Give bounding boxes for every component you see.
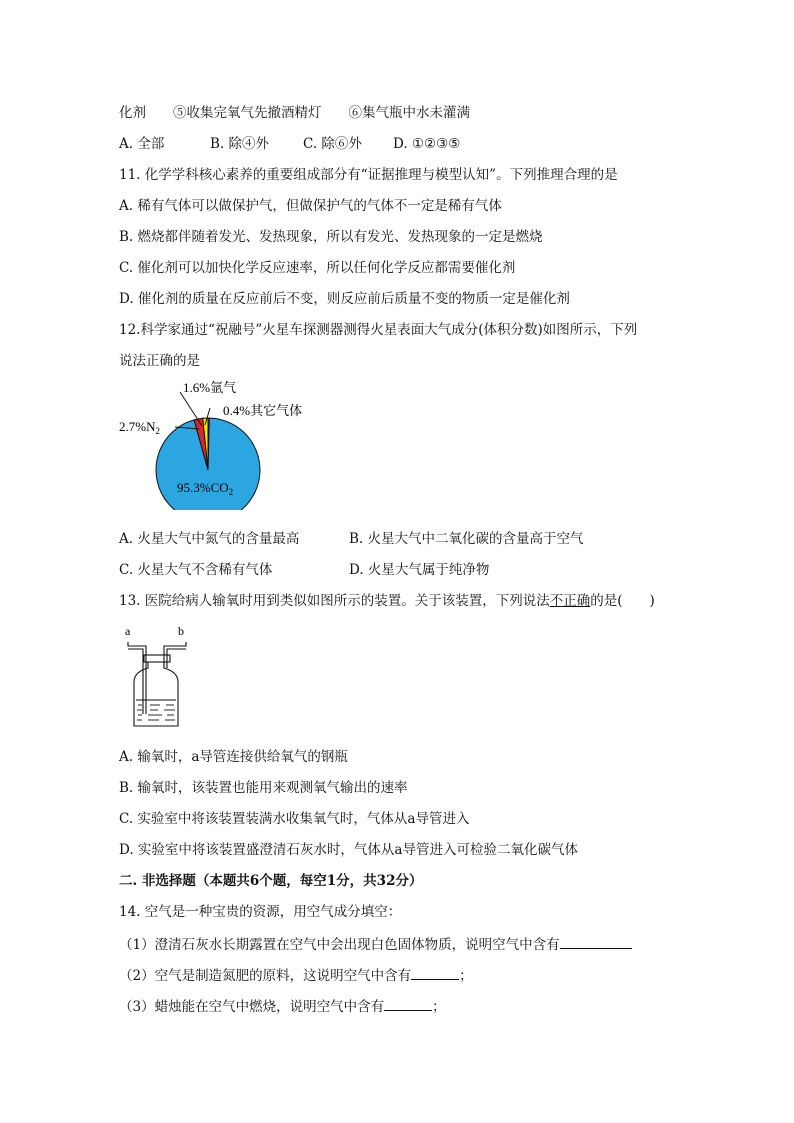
q11-option-c: C. 催化剂可以加快化学反应速率，所以任何化学反应都需要催化剂 (119, 260, 516, 276)
question-12-cont: 说法正确的是 (119, 353, 200, 369)
q10-option-d: D. ①②③⑤ (393, 136, 461, 152)
label-ar: 1.6%氩气 (183, 380, 237, 395)
q12-option-d: D. 火星大气属于纯净物 (349, 562, 490, 578)
q11-option-a: A. 稀有气体可以做保护气，但做保护气的气体不一定是稀有气体 (119, 198, 502, 214)
q10-option-a: A. 全部 (119, 136, 165, 152)
q11-option-b: B. 燃烧都伴随着发光、发热现象，所以有发光、发热现象的一定是燃烧 (119, 229, 543, 245)
q13-option-d: D. 实验室中将该装置盛澄清石灰水时，气体从a导管进入可检验二氧化碳气体 (119, 842, 578, 858)
question-12: 12.科学家通过“祝融号”火星车探测器测得火星表面大气成分(体积分数)如图所示，下列 (119, 322, 638, 338)
question-14: 14. 空气是一种宝贵的资源，用空气成分填空： (119, 904, 402, 920)
q11-option-d: D. 催化剂的质量在反应前后不变，则反应前后质量不变的物质一定是催化剂 (119, 291, 570, 307)
label-n2: $2.7\%N_2$ (119, 419, 160, 436)
q12-option-a: A. 火星大气中氮气的含量最高 (119, 531, 300, 547)
q14-part-1: （1）澄清石灰水长期露置在空气中会出现白色固体物质，说明空气中含有 (119, 934, 632, 954)
not-correct-underlined: 不正确 (549, 593, 591, 609)
q13-option-c: C. 实验室中将该装置装满水收集氧气时，气体从a导管进入 (119, 811, 470, 827)
q14-part-2: （2）空气是制造氮肥的原料，这说明空气中含有 ； (119, 965, 473, 985)
continued-line: 化剂 ⑤收集完氧气先撤酒精灯 ⑥集气瓶中水未灌满 (119, 105, 470, 121)
gas-washing-bottle-diagram (120, 622, 195, 732)
question-13: 13. 医院给病人输氧时用到类似如图所示的装置。关于该装置，下列说法不正确的是( ) (119, 593, 655, 609)
label-other: 0.4%其它气体 (223, 403, 303, 418)
q10-option-c: C. 除⑥外 (303, 136, 362, 152)
answer-blank-1[interactable] (560, 934, 632, 949)
tube-a-label: a (125, 624, 131, 638)
label-co2: $95.3\%CO_2$ (177, 480, 234, 497)
tube-b-label: b (178, 624, 184, 638)
answer-blank-2[interactable] (411, 965, 459, 980)
q13-option-b: B. 输氧时，该装置也能用来观测氧气输出的速率 (119, 780, 408, 796)
question-11: 11. 化学学科核心素养的重要组成部分有“证据推理与模型认知”。下列推理合理的是 (119, 167, 618, 183)
q12-option-b: B. 火星大气中二氧化碳的含量高于空气 (349, 531, 584, 547)
q14-part-3: （3）蜡烛能在空气中燃烧，说明空气中含有 ； (119, 996, 446, 1016)
q10-option-b: B. 除④外 (210, 136, 270, 152)
answer-blank-3[interactable] (384, 996, 432, 1011)
q13-option-a: A. 输氧时，a导管连接供给氧气的钢瓶 (119, 749, 348, 765)
section-2-heading: 二. 非选择题（本题共6个题，每空1分，共32分） (119, 873, 423, 889)
q12-option-c: C. 火星大气不含稀有气体 (119, 562, 273, 578)
mars-atmosphere-pie-chart (115, 375, 335, 510)
